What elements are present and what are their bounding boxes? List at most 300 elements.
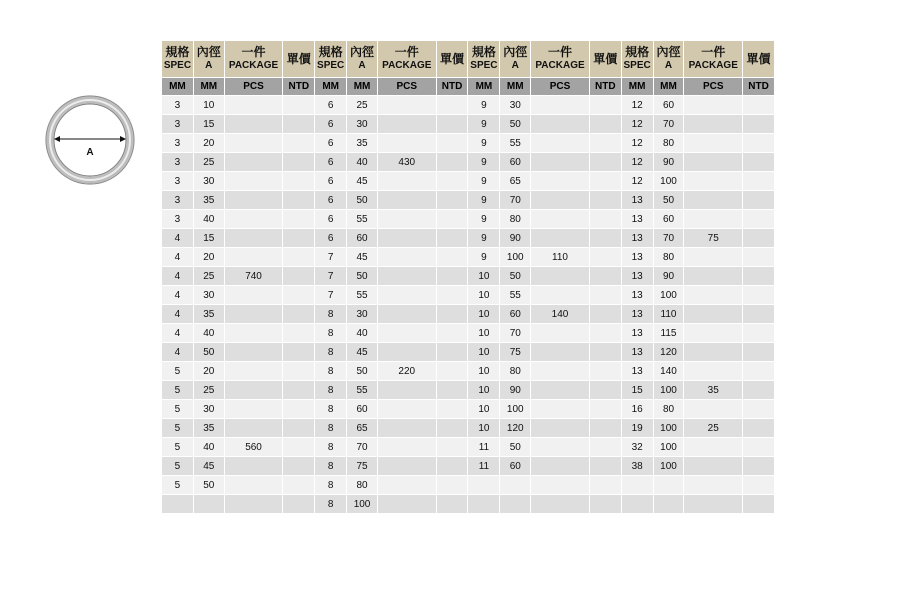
inner-diameter-cell: 40 [347,153,377,171]
price-cell [590,476,621,494]
price-cell [743,362,774,380]
spec-cell: 3 [162,191,193,209]
header-inner-diameter [654,41,684,77]
unit-cell: NTD [743,78,774,95]
unit-cell: MM [194,78,224,95]
spec-cell: 3 [162,210,193,228]
spec-cell: 3 [162,134,193,152]
package-cell [225,191,283,209]
spec-cell: 13 [622,229,653,247]
price-cell [437,134,468,152]
package-cell [684,267,742,285]
inner-diameter-cell [194,495,224,513]
header-spec [162,41,193,77]
price-cell [590,153,621,171]
inner-diameter-cell: 100 [654,286,684,304]
package-cell: 110 [531,248,589,266]
spec-cell: 5 [162,438,193,456]
price-cell [590,381,621,399]
inner-diameter-cell: 100 [500,248,530,266]
inner-diameter-cell: 115 [654,324,684,342]
header-inner-diameter-en: A [358,60,366,71]
package-cell [684,191,742,209]
header-spec-zh: 規格 [625,45,650,59]
unit-cell: PCS [378,78,436,95]
inner-diameter-cell: 60 [654,96,684,114]
inner-diameter-cell: 25 [194,381,224,399]
inner-diameter-cell: 70 [654,229,684,247]
spec-cell [468,476,499,494]
package-cell [684,362,742,380]
package-cell [531,476,589,494]
price-cell [743,343,774,361]
price-cell [283,172,314,190]
package-cell [531,134,589,152]
inner-diameter-cell [654,495,684,513]
package-cell [378,324,436,342]
inner-diameter-cell: 20 [194,248,224,266]
header-package [378,41,436,77]
inner-diameter-cell: 40 [194,324,224,342]
header-spec [315,41,346,77]
price-cell [590,495,621,513]
table-row [162,438,774,456]
header-unit-price-zh: 單價 [746,51,771,66]
price-cell [283,134,314,152]
table-row [162,210,774,228]
header-spec [468,41,499,77]
table-row [162,96,774,114]
package-cell [684,457,742,475]
price-cell [743,419,774,437]
inner-diameter-cell: 30 [500,96,530,114]
table-row [162,153,774,171]
price-cell [590,134,621,152]
spec-cell: 3 [162,153,193,171]
package-cell [225,476,283,494]
inner-diameter-cell: 30 [194,400,224,418]
price-cell [437,381,468,399]
spec-cell: 5 [162,457,193,475]
inner-diameter-cell: 60 [500,305,530,323]
inner-diameter-cell: 70 [500,191,530,209]
table-row [162,115,774,133]
spec-cell: 10 [468,381,499,399]
package-cell: 740 [225,267,283,285]
inner-diameter-cell: 120 [500,419,530,437]
price-cell [590,457,621,475]
price-cell [590,267,621,285]
unit-cell: MM [347,78,377,95]
package-cell [684,343,742,361]
inner-diameter-cell: 60 [500,153,530,171]
package-cell [225,324,283,342]
inner-diameter-cell: 60 [347,229,377,247]
spec-cell: 13 [622,248,653,266]
inner-diameter-cell: 35 [194,305,224,323]
table-row [162,305,774,323]
header-inner-diameter-en: A [205,60,213,71]
header-spec-en: SPEC [623,60,651,71]
package-cell [378,191,436,209]
spec-cell: 9 [468,172,499,190]
price-cell [743,248,774,266]
spec-cell: 9 [468,210,499,228]
spec-cell: 5 [162,381,193,399]
table-row [162,248,774,266]
unit-cell: NTD [590,78,621,95]
price-cell [283,153,314,171]
package-cell [378,343,436,361]
spec-cell: 6 [315,115,346,133]
price-cell [437,229,468,247]
spec-cell: 8 [315,362,346,380]
header-package-zh: 一件 [394,45,419,59]
header-package-en: PACKAGE [535,60,585,71]
package-cell [225,210,283,228]
price-cell [283,229,314,247]
spec-cell: 10 [468,286,499,304]
package-cell [225,153,283,171]
spec-cell: 3 [162,115,193,133]
package-cell [531,115,589,133]
spec-cell: 8 [315,343,346,361]
inner-diameter-cell: 100 [654,419,684,437]
spec-cell: 10 [468,305,499,323]
spec-cell: 3 [162,172,193,190]
inner-diameter-cell: 55 [347,381,377,399]
price-cell [283,419,314,437]
inner-diameter-cell: 25 [347,96,377,114]
spec-cell: 6 [315,229,346,247]
package-cell [684,172,742,190]
header-package-zh: 一件 [548,45,573,59]
package-cell: 140 [531,305,589,323]
price-cell [437,400,468,418]
spec-cell: 9 [468,96,499,114]
header-spec-zh: 規格 [318,45,343,59]
inner-diameter-cell: 100 [500,400,530,418]
price-cell [590,96,621,114]
spec-cell: 4 [162,267,193,285]
spec-cell: 4 [162,305,193,323]
price-cell [283,438,314,456]
price-cell [437,248,468,266]
package-cell [378,267,436,285]
price-cell [590,362,621,380]
price-cell [743,115,774,133]
package-cell [225,229,283,247]
spec-cell: 9 [468,191,499,209]
spec-cell: 13 [622,324,653,342]
price-cell [283,362,314,380]
price-cell [743,495,774,513]
inner-diameter-cell: 60 [654,210,684,228]
spec-cell: 9 [468,248,499,266]
header-inner-diameter-zh: 內徑 [196,45,221,59]
price-cell [743,476,774,494]
package-cell [225,115,283,133]
table-row [162,172,774,190]
package-cell: 75 [684,229,742,247]
price-cell [437,362,468,380]
package-cell [225,362,283,380]
spec-cell: 6 [315,153,346,171]
package-cell [684,248,742,266]
price-cell [437,476,468,494]
spec-cell: 19 [622,419,653,437]
spec-cell: 8 [315,305,346,323]
spec-cell: 10 [468,400,499,418]
inner-diameter-cell: 80 [654,400,684,418]
price-cell [437,305,468,323]
package-cell [684,134,742,152]
package-cell [378,229,436,247]
inner-diameter-cell: 25 [194,267,224,285]
spec-cell: 7 [315,248,346,266]
package-cell [531,191,589,209]
inner-diameter-cell: 35 [347,134,377,152]
header-package-zh: 一件 [241,45,266,59]
spec-cell: 5 [162,419,193,437]
ring-spec-table [161,40,775,514]
inner-diameter-cell: 140 [654,362,684,380]
inner-diameter-cell: 70 [500,324,530,342]
inner-diameter-cell: 50 [500,267,530,285]
price-cell [283,324,314,342]
unit-cell: MM [654,78,684,95]
price-cell [743,153,774,171]
inner-diameter-cell: 50 [500,438,530,456]
header-unit-price-zh: 單價 [286,51,311,66]
inner-diameter-cell: 25 [194,153,224,171]
inner-diameter-cell: 50 [194,476,224,494]
price-cell [743,229,774,247]
spec-cell: 6 [315,210,346,228]
inner-diameter-cell: 30 [347,305,377,323]
package-cell [225,305,283,323]
price-cell [437,495,468,513]
unit-cell: NTD [283,78,314,95]
package-cell [531,381,589,399]
spec-cell: 8 [315,324,346,342]
price-cell [743,400,774,418]
unit-row [162,78,774,95]
price-cell [590,286,621,304]
table-row [162,381,774,399]
package-cell [531,172,589,190]
header-inner-diameter-en: A [511,60,519,71]
spec-cell: 8 [315,419,346,437]
header-spec-zh: 規格 [471,45,496,59]
price-cell [283,210,314,228]
inner-diameter-cell: 60 [347,400,377,418]
spec-cell: 13 [622,191,653,209]
spec-cell: 5 [162,476,193,494]
inner-diameter-cell: 15 [194,229,224,247]
price-cell [437,419,468,437]
package-cell [531,400,589,418]
spec-cell: 9 [468,229,499,247]
package-cell [378,438,436,456]
spec-cell: 5 [162,362,193,380]
inner-diameter-cell [500,476,530,494]
package-cell [378,134,436,152]
package-cell [684,324,742,342]
package-cell [225,400,283,418]
package-cell [225,495,283,513]
spec-cell: 12 [622,134,653,152]
price-cell [283,495,314,513]
package-cell [225,248,283,266]
inner-diameter-cell: 10 [194,96,224,114]
inner-diameter-cell: 80 [347,476,377,494]
price-cell [437,438,468,456]
header-package [684,41,742,77]
spec-cell: 7 [315,286,346,304]
package-cell [378,495,436,513]
spec-cell: 6 [315,96,346,114]
price-cell [590,210,621,228]
inner-diameter-cell: 90 [654,153,684,171]
package-cell [378,172,436,190]
header-spec [622,41,653,77]
inner-diameter-cell: 80 [654,134,684,152]
spec-cell: 13 [622,210,653,228]
ring-inner [54,104,126,176]
inner-diameter-cell: 35 [194,419,224,437]
inner-diameter-cell: 90 [500,381,530,399]
package-cell: 35 [684,381,742,399]
inner-diameter-cell: 50 [347,362,377,380]
inner-diameter-cell: 35 [194,191,224,209]
package-cell [531,324,589,342]
inner-diameter-cell: 50 [194,343,224,361]
table-row [162,419,774,437]
package-cell [684,153,742,171]
price-cell [437,191,468,209]
spec-cell: 8 [315,381,346,399]
inner-diameter-cell: 90 [654,267,684,285]
inner-diameter-cell: 90 [500,229,530,247]
header-inner-diameter [347,41,377,77]
package-cell [225,343,283,361]
package-cell: 220 [378,362,436,380]
spec-cell: 8 [315,400,346,418]
header-package-en: PACKAGE [228,60,279,71]
table-row [162,495,774,513]
price-cell [743,172,774,190]
inner-diameter-cell: 20 [194,362,224,380]
package-cell [225,172,283,190]
spec-cell: 6 [315,172,346,190]
price-cell [743,134,774,152]
price-cell [743,286,774,304]
package-cell [531,419,589,437]
spec-cell: 8 [315,476,346,494]
package-cell [684,286,742,304]
spec-cell: 8 [315,495,346,513]
dimension-label: A [86,147,94,158]
inner-diameter-cell: 30 [194,172,224,190]
price-cell [437,153,468,171]
inner-diameter-cell: 55 [500,134,530,152]
price-cell [283,191,314,209]
spec-cell: 12 [622,172,653,190]
price-cell [743,210,774,228]
inner-diameter-cell: 15 [194,115,224,133]
spec-cell: 10 [468,362,499,380]
package-cell [378,476,436,494]
price-cell [590,191,621,209]
spec-cell: 12 [622,96,653,114]
header-inner-diameter-zh: 內徑 [656,45,681,59]
header-row [162,41,774,77]
package-cell [531,495,589,513]
inner-diameter-cell: 100 [654,457,684,475]
header-inner-diameter-zh: 內徑 [503,45,528,59]
spec-cell: 6 [315,134,346,152]
price-cell [283,476,314,494]
header-unit-price [743,41,774,77]
package-cell [684,115,742,133]
table-row [162,457,774,475]
price-cell [283,381,314,399]
package-cell [531,343,589,361]
unit-cell: MM [468,78,499,95]
spec-cell [622,495,653,513]
package-cell [225,381,283,399]
price-cell [283,286,314,304]
price-cell [437,115,468,133]
spec-cell: 9 [468,153,499,171]
unit-cell: MM [622,78,653,95]
table-body [162,96,774,513]
package-cell [225,134,283,152]
package-cell: 560 [225,438,283,456]
package-cell [684,438,742,456]
package-cell [378,286,436,304]
price-cell [590,419,621,437]
price-cell [283,400,314,418]
spec-cell: 9 [468,134,499,152]
header-unit-price-zh: 單價 [440,51,465,66]
package-cell [225,286,283,304]
price-cell [590,229,621,247]
package-cell [378,457,436,475]
price-cell [283,305,314,323]
table-row [162,286,774,304]
inner-diameter-cell: 30 [194,286,224,304]
price-cell [283,457,314,475]
package-cell [684,96,742,114]
inner-diameter-cell: 55 [347,210,377,228]
spec-cell: 5 [162,400,193,418]
table-row [162,324,774,342]
price-cell [283,96,314,114]
price-cell [743,324,774,342]
price-cell [437,267,468,285]
table-row [162,191,774,209]
spec-cell [622,476,653,494]
price-cell [590,115,621,133]
inner-diameter-cell: 75 [347,457,377,475]
spec-cell: 4 [162,229,193,247]
package-cell: 430 [378,153,436,171]
header-spec-en: SPEC [163,60,192,71]
price-cell [743,381,774,399]
inner-diameter-cell [500,495,530,513]
